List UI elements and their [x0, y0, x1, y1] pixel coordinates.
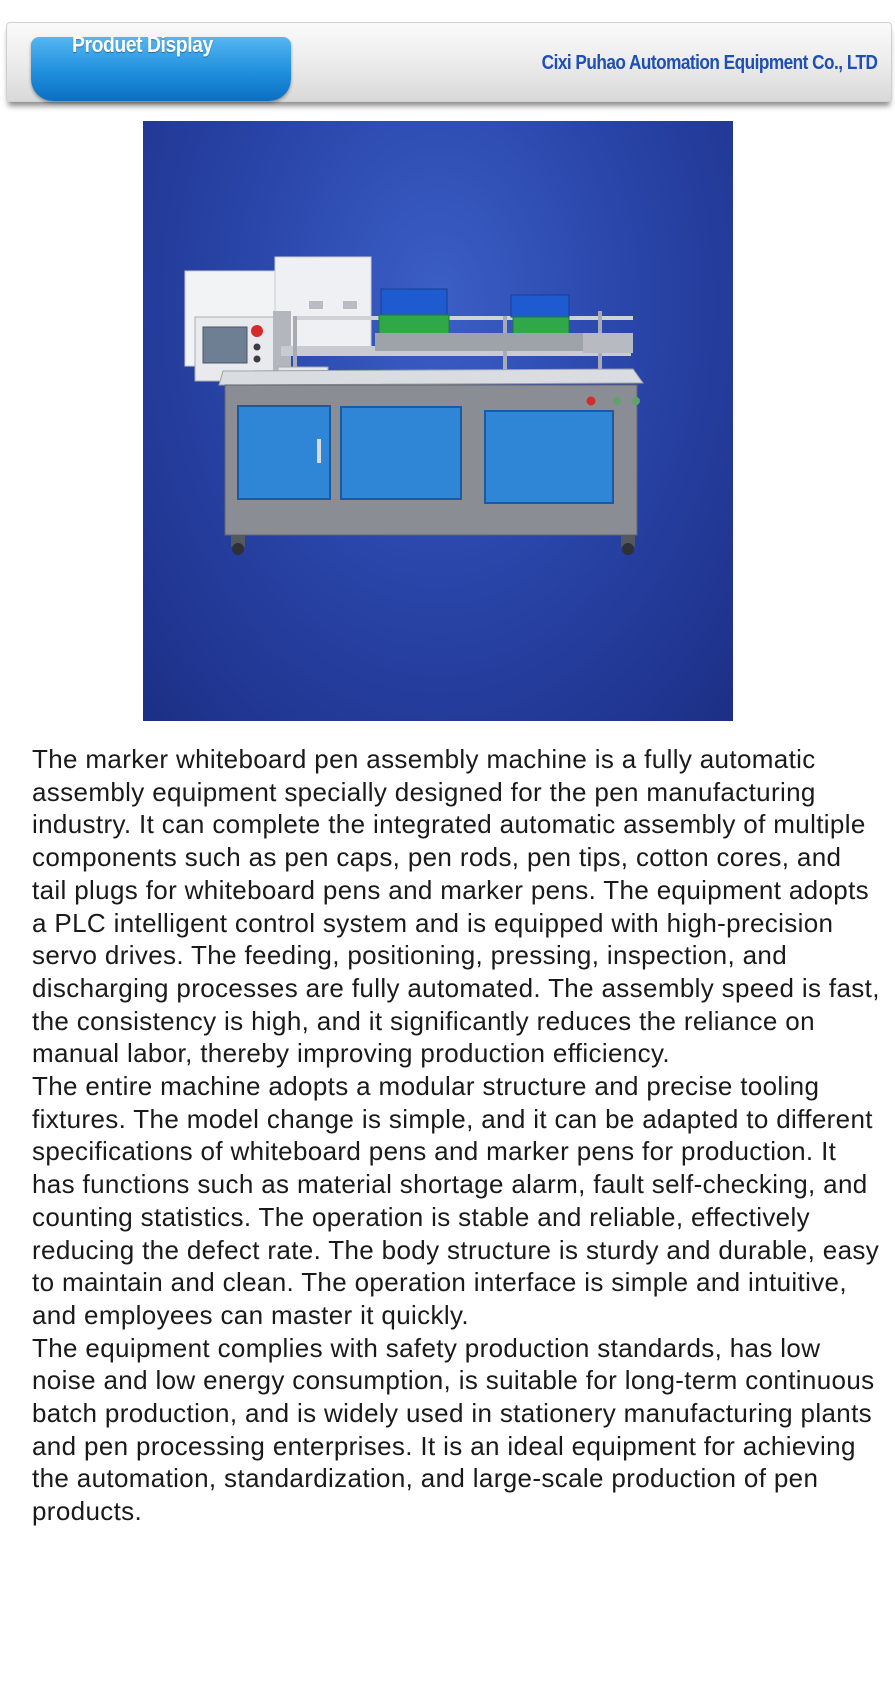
- assembly-machine-illustration: [143, 121, 733, 721]
- product-description: [32, 743, 882, 1528]
- company-name: Cixi Puhao Automation Equipment Co., LTD: [541, 52, 877, 74]
- header-tab-title: Produet Display: [72, 32, 213, 57]
- description-paragraph: The marker whiteboard pen assembly machine is a fully automatic assembly equipment specially designed for the pen manufacturing industry. It can complete the integrated automatic assembly of multiple components such as pen caps, pen rods, pen tips, cotton cores, and tail plugs for whiteboard pens and marker pens. The equipment adopts a PLC intelligent control system and is equipped with high-precision servo drives. The feeding, positioning, pressing, inspection, and discharging processes are fully automated. The assembly speed is fast, the consistency is high, and it significantly reduces the reliance on manual labor, thereby improving production efficiency.: [32, 744, 880, 1069]
- product-image: [143, 121, 733, 721]
- description-paragraph: The entire machine adopts a modular structure and precise tooling fixtures. The model change is simple, and it can be adapted to different specifications of whiteboard pens and marker pens for production. It has functions such as material shortage alarm, fault self-checking, and counting statistics. The operation is stable and reliable, effectively reducing the defect rate. The body structure is sturdy and durable, easy to maintain and clean. The operation interface is simple and intuitive, and employees can master it quickly.: [32, 1071, 880, 1330]
- description-paragraph: The equipment complies with safety production standards, has low noise and low energy consumption, is suitable for long-term continuous batch production, and is widely used in stationery manufacturing plants and pen processing enterprises. It is an ideal equipment for achieving the automation, standardization, and large-scale production of pen products.: [32, 1332, 875, 1527]
